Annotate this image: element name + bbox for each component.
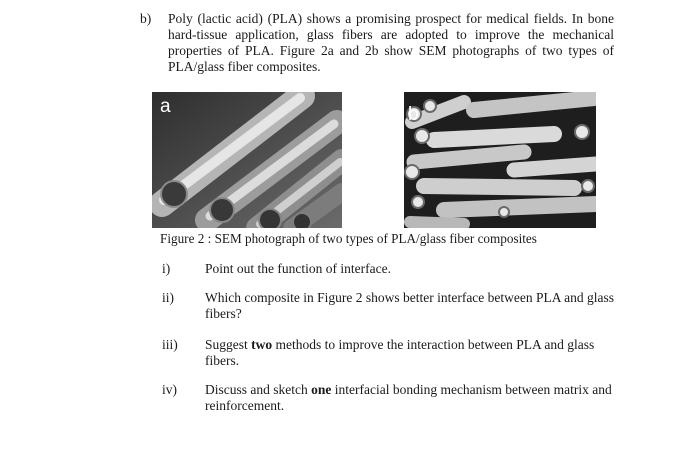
panel-label-b: b (408, 104, 419, 125)
sem-image-a (152, 92, 342, 228)
subquestion-text: Point out the function of interface. (205, 261, 391, 276)
sem-image-a-graphic (152, 92, 342, 228)
sem-image-b-graphic (404, 92, 596, 228)
subquestion-text: Discuss and sketch one interfacial bonding mechanism between matrix and reinforcement. (205, 382, 612, 413)
question-intro: Poly (lactic acid) (PLA) shows a promising prospect for medical fields. In bone hard-tissue application, glass fibers are adopted to improve the mechanical properties of PLA. Figure 2a and 2b show SEM photographs of two types of PLA/glass fiber composites. (168, 11, 614, 74)
subquestion-number: ii) (162, 290, 174, 305)
subquestion-number: iv) (162, 382, 177, 397)
subquestion-number: i) (162, 261, 171, 276)
subquestion-number: iii) (162, 337, 178, 352)
question-label: b) (140, 11, 152, 26)
subquestion-text: Which composite in Figure 2 shows better interface between PLA and glass fibers? (205, 290, 615, 321)
panel-label-a: a (160, 96, 171, 117)
sem-image-b (404, 92, 596, 228)
subquestion-text: Suggest two methods to improve the interaction between PLA and glass fibers. (205, 337, 595, 368)
figure-caption: Figure 2 : SEM photograph of two types of PLA/glass fiber composites (160, 231, 537, 246)
